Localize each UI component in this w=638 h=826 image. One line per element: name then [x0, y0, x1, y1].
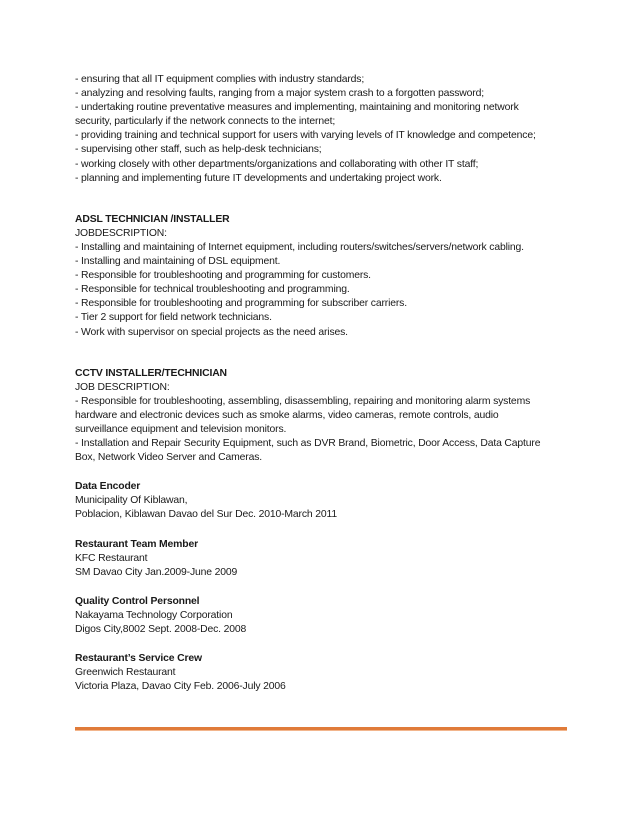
list-item: - Tier 2 support for field network technicians. [75, 312, 272, 324]
list-item: hardware and electronic devices such as smoke alarms, video cameras, remote controls, audio [75, 409, 499, 421]
list-item: security, particularly if the network connects to the internet; [75, 116, 336, 128]
job-title: Data Encoder [75, 481, 141, 493]
job-employer: KFC Restaurant [75, 552, 148, 564]
list-item: - providing training and technical support for users with varying levels of IT knowledge and competence; [75, 130, 536, 142]
job-title: Restaurant’s Service Crew [75, 653, 202, 665]
job-employer: Nakayama Technology Corporation [75, 609, 233, 621]
list-item: - analyzing and resolving faults, ranging from a major system crash to a forgotten password; [75, 88, 484, 100]
job-entry [75, 538, 575, 580]
job-entry [75, 595, 575, 637]
job-location-dates: Poblacion, Kiblawan Davao del Sur Dec. 2010-March 2011 [75, 509, 338, 521]
list-item: - Work with supervisor on special projects as the need arises. [75, 326, 348, 338]
job-location-dates: Victoria Plaza, Davao City Feb. 2006-July 2006 [75, 681, 286, 693]
job-entry [75, 652, 575, 694]
list-item: - Installing and maintaining of Internet equipment, including routers/switches/servers/network cabling. [75, 241, 524, 253]
footer-divider [75, 727, 567, 731]
job-title: Restaurant Team Member [75, 538, 198, 550]
adsl-section [75, 213, 575, 340]
job-employer: Greenwich Restaurant [75, 667, 176, 679]
list-item: - Responsible for troubleshooting and programming for subscriber carriers. [75, 298, 407, 310]
list-item: - ensuring that all IT equipment complies with industry standards; [75, 74, 365, 85]
resume-content [75, 73, 575, 694]
section-label: JOB DESCRIPTION: [75, 381, 170, 393]
list-item: surveillance equipment and television monitors. [75, 423, 287, 435]
list-item: - Installing and maintaining of DSL equipment. [75, 256, 281, 268]
list-item: - Responsible for troubleshooting and programming for customers. [75, 270, 371, 282]
job-location-dates: Digos City,8002 Sept. 2008-Dec. 2008 [75, 624, 247, 635]
section-label: JOBDESCRIPTION: [75, 227, 167, 239]
list-item: - undertaking routine preventative measures and implementing, maintaining and monitoring network [75, 102, 519, 114]
list-item: - planning and implementing future IT developments and undertaking project work. [75, 172, 442, 184]
list-item: - Responsible for technical troubleshooting and programming. [75, 284, 350, 296]
intro-duties-list [75, 73, 575, 186]
list-item: - supervising other staff, such as help-desk technicians; [75, 144, 322, 156]
section-title: CCTV INSTALLER/TECHNICIAN [75, 367, 227, 379]
job-entry [75, 480, 575, 522]
list-item: Box, Network Video Server and Cameras. [75, 452, 262, 464]
section-title: ADSL TECHNICIAN /INSTALLER [75, 213, 230, 225]
job-employer: Municipality Of Kiblawan, [75, 495, 188, 507]
cctv-section [75, 367, 575, 466]
list-item: - Responsible for troubleshooting, assembling, disassembling, repairing and monitoring alarm systems [75, 395, 531, 407]
job-title: Quality Control Personnel [75, 595, 200, 607]
job-location-dates: SM Davao City Jan.2009-June 2009 [75, 566, 238, 578]
list-item: - working closely with other departments/organizations and collaborating with other IT staff; [75, 158, 479, 170]
list-item: - Installation and Repair Security Equipment, such as DVR Brand, Biometric, Door Access, Data Capture [75, 438, 541, 450]
